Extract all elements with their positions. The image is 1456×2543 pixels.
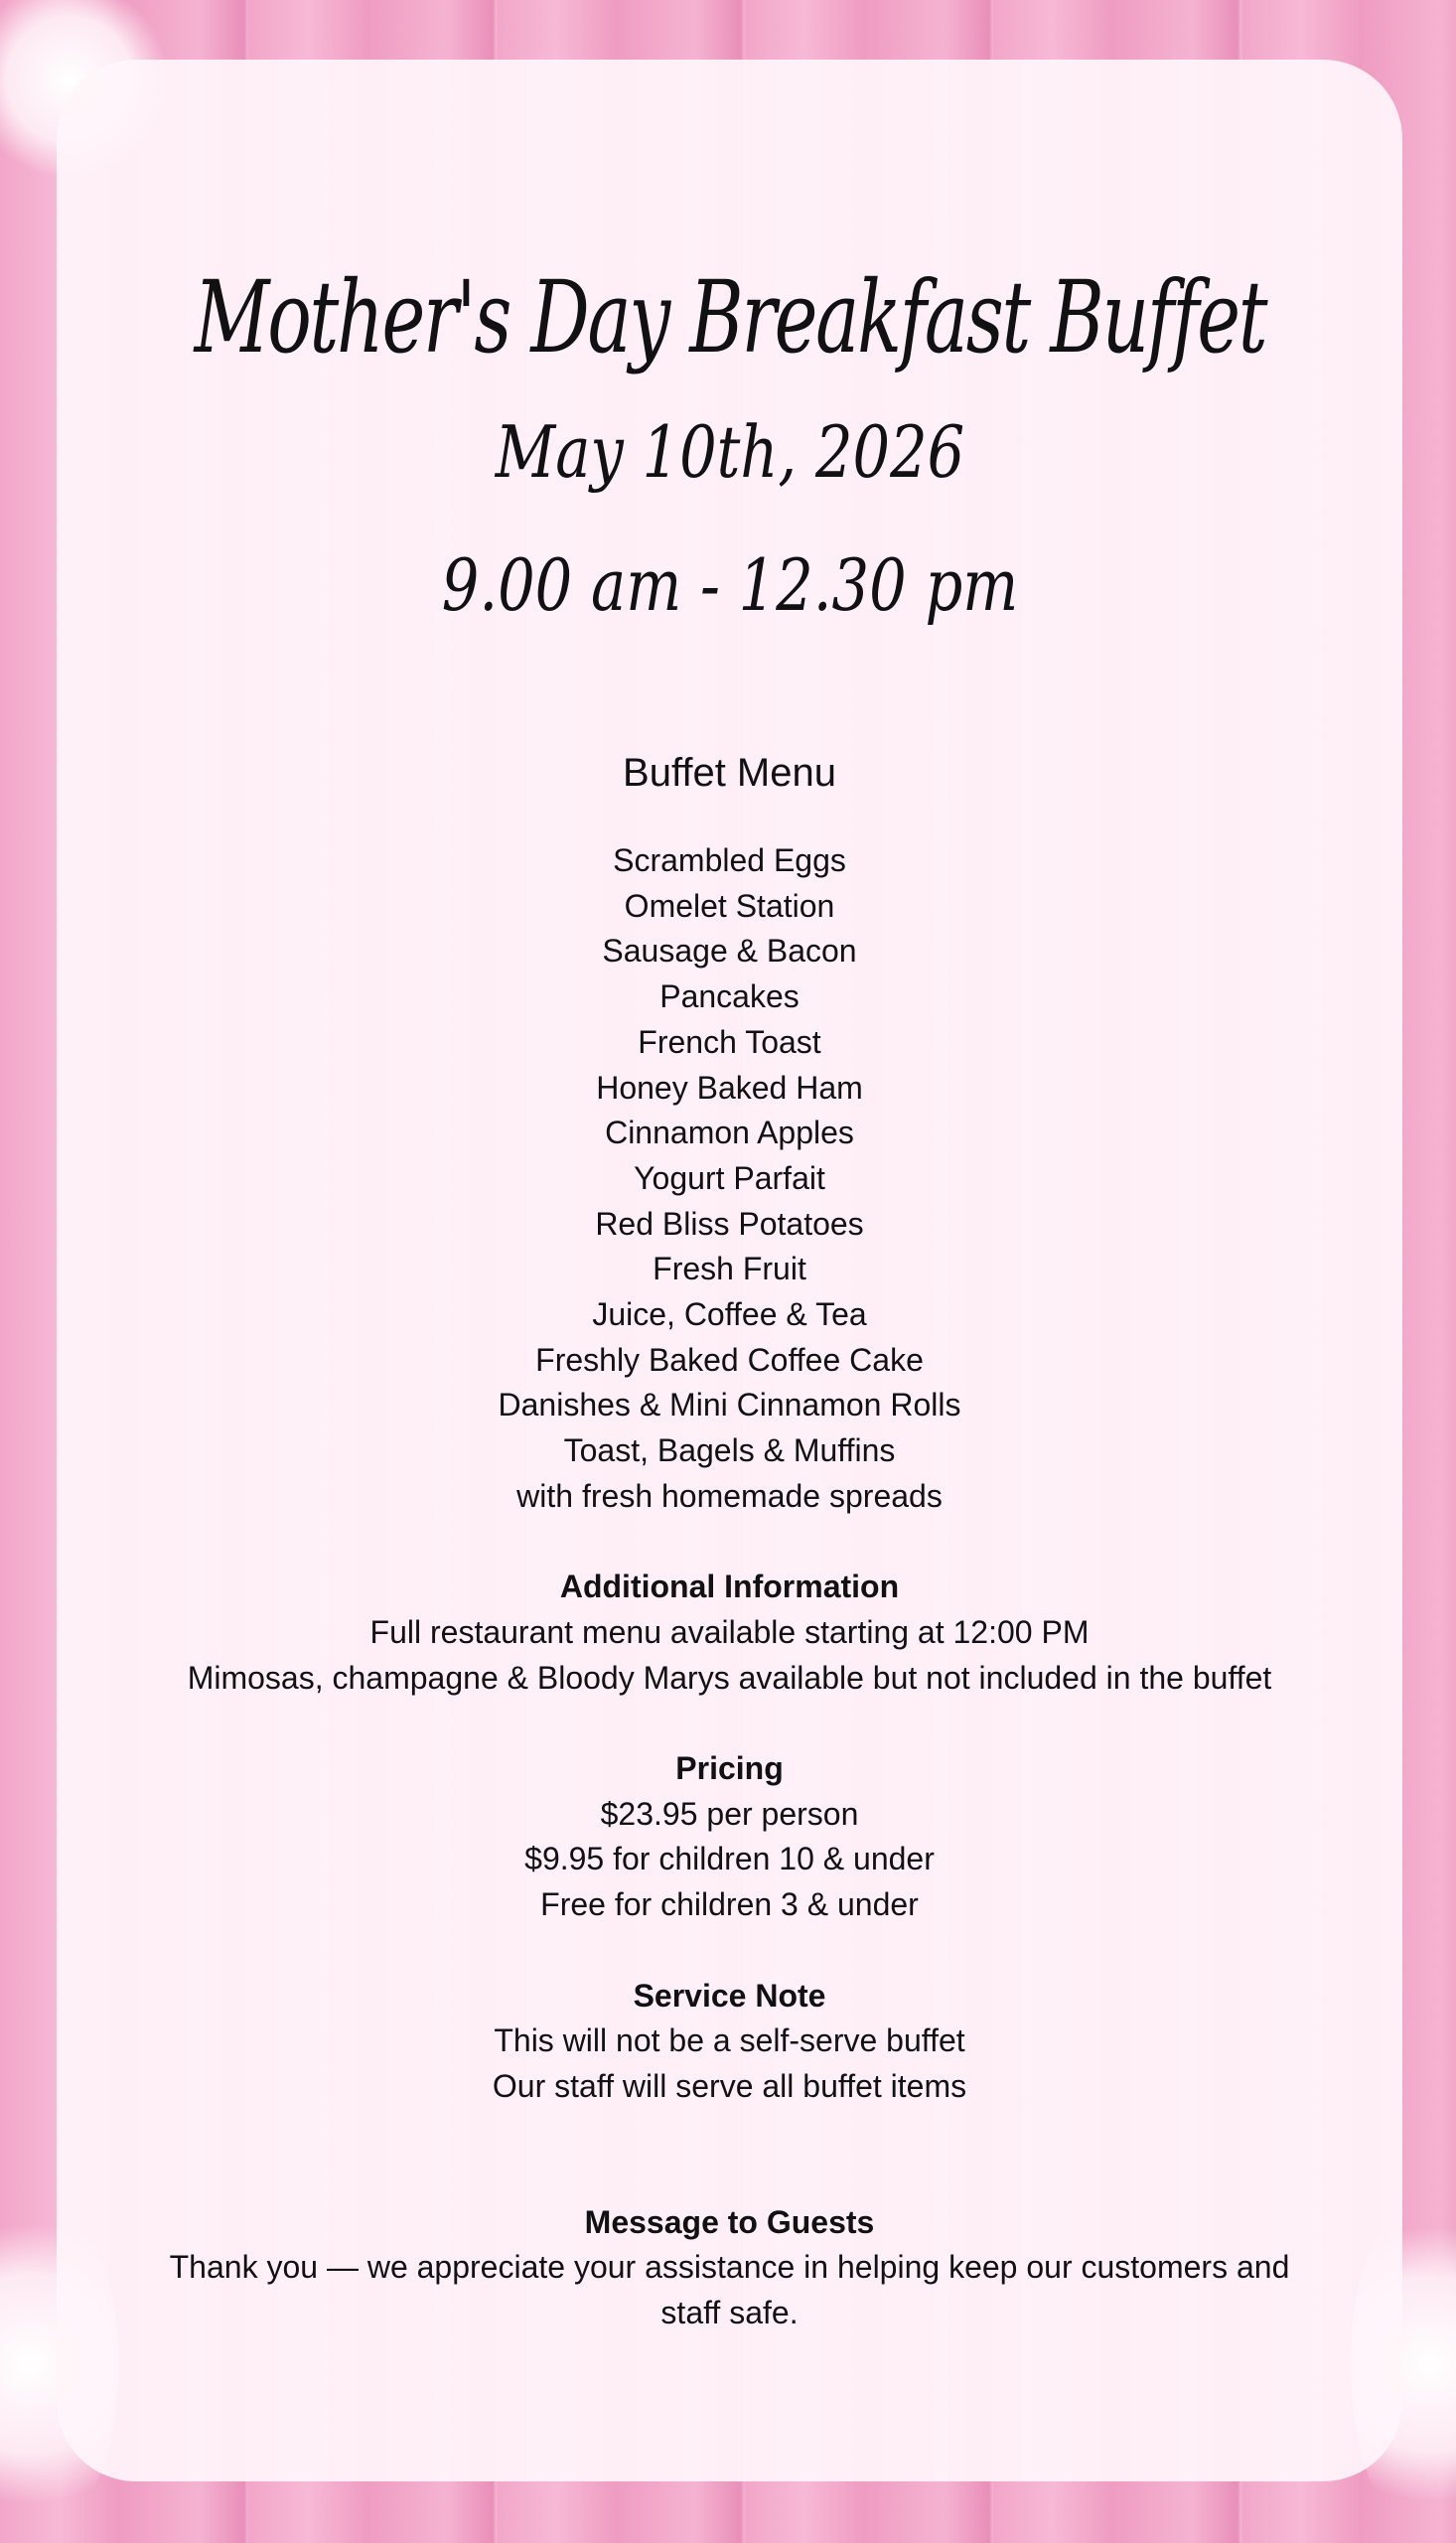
menu-list <box>136 838 1323 1520</box>
menu-item: Pancakes <box>659 978 800 1015</box>
menu-item: Toast, Bagels & Muffins <box>563 1432 896 1469</box>
menu-item: Freshly Baked Coffee Cake <box>535 1341 924 1378</box>
menu-item: Cinnamon Apples <box>605 1115 854 1151</box>
price-line: Free for children 3 & under <box>540 1886 919 1923</box>
menu-item: Red Bliss Potatoes <box>595 1205 864 1242</box>
service-heading: Service Note <box>633 1977 826 2014</box>
event-time: 9.00 am - 12.30 pm <box>441 543 1018 627</box>
additional-line: Mimosas, champagne & Bloody Marys available but not included in the buffet <box>187 1659 1272 1696</box>
menu-item: Scrambled Eggs <box>613 842 846 878</box>
price-line: $9.95 for children 10 & under <box>524 1841 935 1877</box>
additional-heading: Additional Information <box>559 1569 900 1605</box>
price-line: $23.95 per person <box>600 1795 859 1832</box>
menu-item: Fresh Fruit <box>653 1251 806 1287</box>
menu-item: French Toast <box>638 1023 821 1060</box>
service-line: This will not be a self-serve buffet <box>494 2022 965 2059</box>
page-title: Mother's Day Breakfast Buffet <box>194 259 1265 375</box>
menu-item: Danishes & Mini Cinnamon Rolls <box>498 1387 961 1423</box>
menu-card <box>57 60 1402 2481</box>
menu-item: Sausage & Bacon <box>602 933 857 970</box>
menu-body <box>136 745 1323 2336</box>
additional-line: Full restaurant menu available starting at 12:00 PM <box>369 1613 1090 1650</box>
menu-item: Yogurt Parfait <box>634 1159 825 1196</box>
menu-item: Omelet Station <box>624 887 835 924</box>
message-text: Thank you — we appreciate your assistance in helping keep our customers and staff safe. <box>169 2249 1290 2331</box>
service-line: Our staff will serve all buffet items <box>492 2067 967 2104</box>
menu-item: with fresh homemade spreads <box>516 1477 943 1514</box>
menu-heading: Buffet Menu <box>623 751 836 795</box>
menu-item: Juice, Coffee & Tea <box>592 1296 867 1333</box>
menu-item: Honey Baked Ham <box>596 1069 863 1106</box>
pricing-heading: Pricing <box>675 1750 784 1787</box>
event-date: May 10th, 2026 <box>495 410 964 494</box>
message-heading: Message to Guests <box>584 2203 875 2240</box>
